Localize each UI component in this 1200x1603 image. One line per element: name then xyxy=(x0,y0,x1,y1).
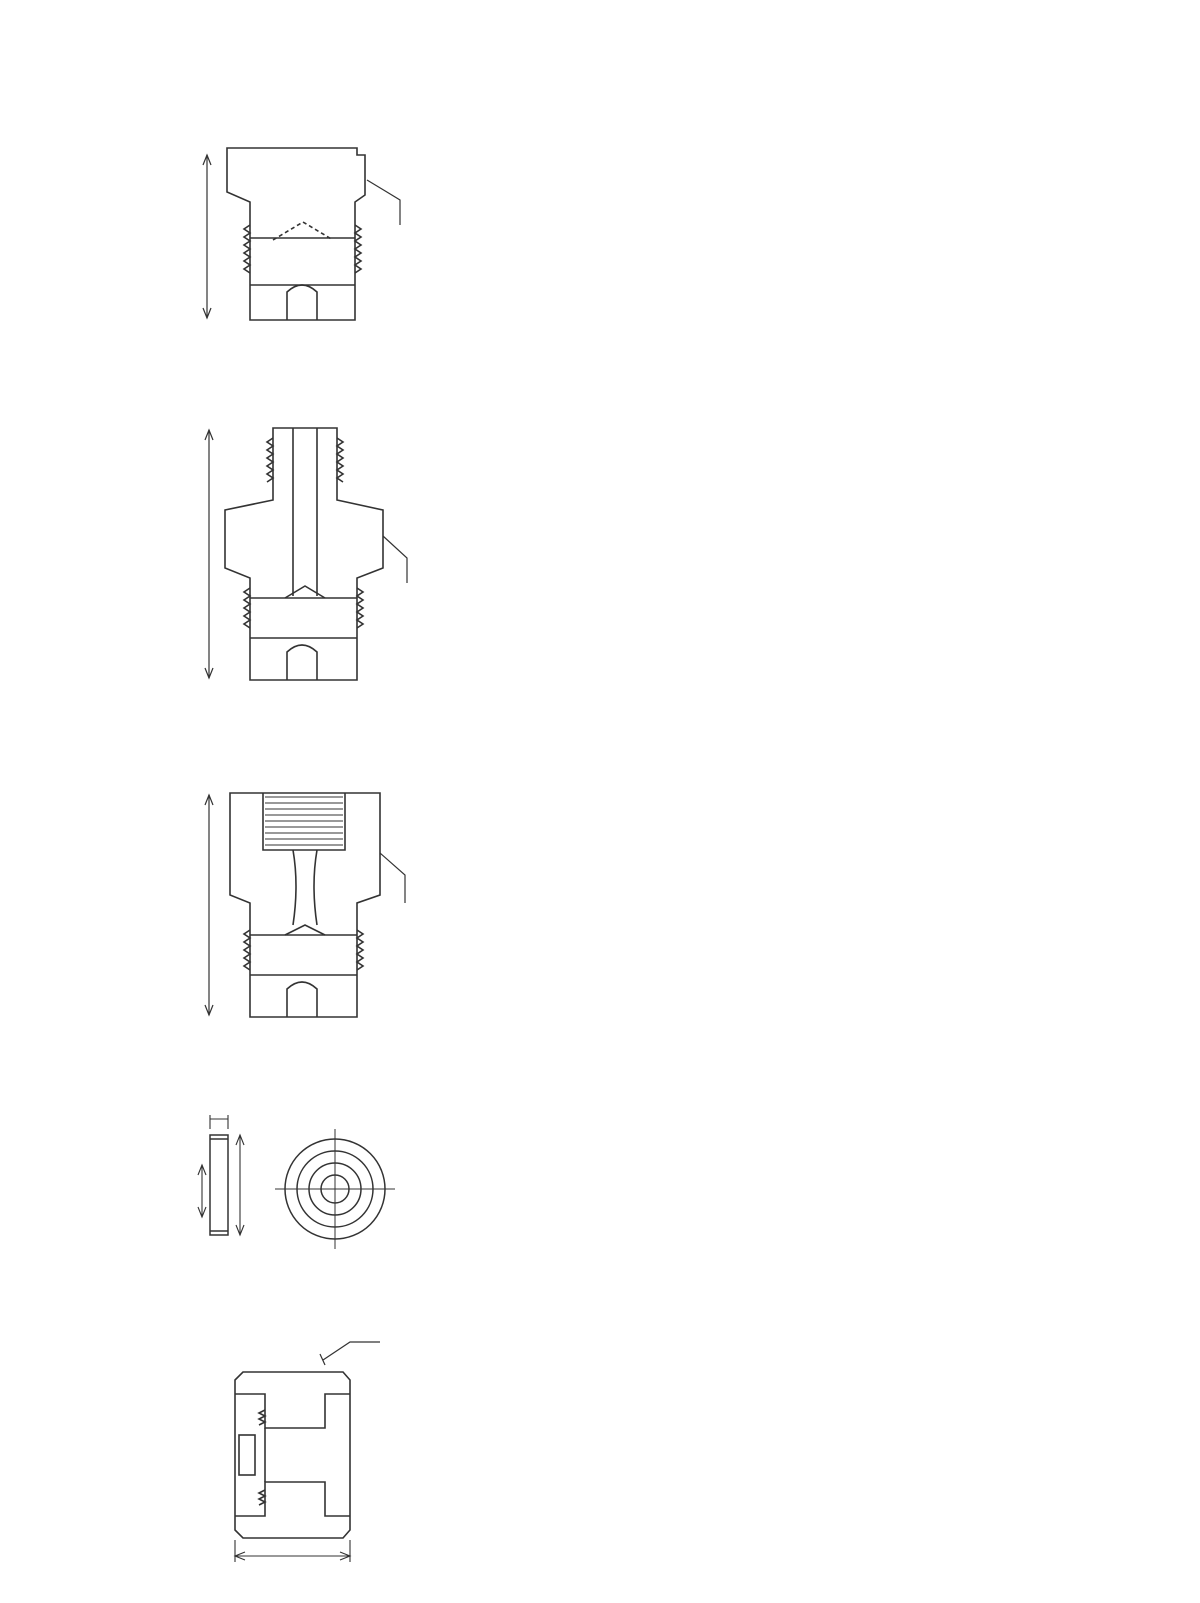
npt-female-drawing xyxy=(195,785,435,1030)
seal-cap-drawing xyxy=(225,1330,425,1600)
gasket-drawing xyxy=(190,1105,430,1255)
seal-cap-spec-table xyxy=(533,1440,1155,1510)
vcj-male-drawing xyxy=(195,418,435,688)
gasket-spec-table xyxy=(533,1283,1155,1351)
blank-plug-spec-table xyxy=(533,80,1155,153)
blank-plug-drawing xyxy=(195,140,435,340)
